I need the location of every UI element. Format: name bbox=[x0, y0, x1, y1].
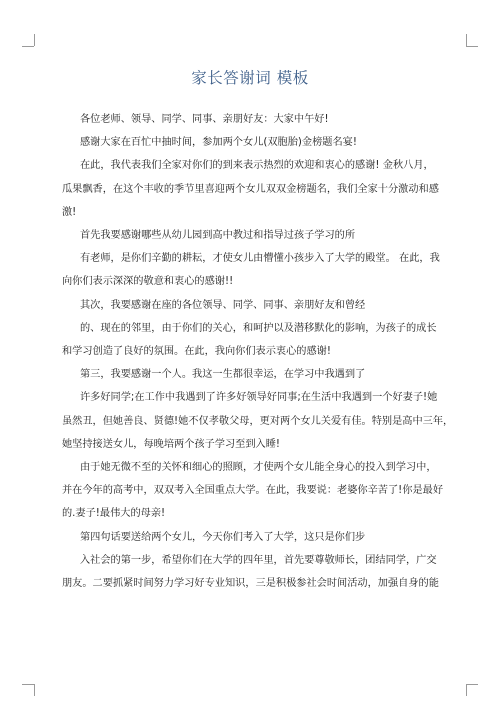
text-line: 并在今年的高考中，双双考入全国重点大学。在此，我要说：老婆你辛苦了!你是最好 bbox=[62, 485, 444, 497]
document-body bbox=[62, 108, 454, 595]
text-line: 她坚持接送女儿，每晚培两个孩子学习至到入睡! bbox=[62, 438, 281, 450]
text-line: 瓜果飘香，在这个丰收的季节里喜迎两个女儿双双金榜题名，我们全家十分激动和感 bbox=[62, 183, 439, 195]
text-line: 许多好同学;在工作中我遇到了许多好领导好同事;在生活中我遇到一个好妻子!她 bbox=[80, 392, 438, 404]
text-line: 第三，我要感谢一个人。我这一生都很幸运，在学习中我遇到了 bbox=[80, 369, 366, 381]
document-title: 家长答谢词 模板 bbox=[191, 69, 309, 87]
text-line: 虽然丑，但她善良、贤德!她不仅孝敬父母，更对两个女儿关爱有佳。特别是高中三年， bbox=[62, 415, 454, 427]
text-line: 各位老师、领导、同学、同事、亲朋好友：大家中午好! bbox=[80, 114, 329, 125]
text-line: 朋友。二要抓紧时间努力学习好专业知识，三是积极参社会时间活动，加强自身的能 bbox=[62, 578, 439, 590]
text-line: 感谢大家在百忙中抽时间，参加两个女儿(双胞胎)金榜题名宴! bbox=[80, 137, 357, 149]
text-line: 其次，我要感谢在座的各位领导、同学、同事、亲朋好友和曾经 bbox=[80, 299, 366, 311]
text-line: 向你们表示深深的敬意和衷心的感谢!! bbox=[62, 276, 234, 288]
text-line: 的.妻子!最伟大的母亲! bbox=[62, 508, 166, 520]
text-line: 第四句话要送给两个女儿，今天你们考入了大学，这只是你们步 bbox=[80, 531, 366, 543]
text-line: 的、现在的邻里，由于你们的关心，和呵护以及潜移默化的影响，为孩子的成长 bbox=[80, 322, 437, 334]
text-line: 入社会的第一步，希望你们在大学的四年里，首先要尊敬师长，团结同学，广交 bbox=[80, 554, 437, 566]
text-line: 首先我要感谢哪些从幼儿园到高中教过和指导过孩子学习的所 bbox=[80, 230, 356, 242]
text-line: 和学习创造了良好的氛围。在此，我向你们表示衷心的感谢! bbox=[62, 346, 331, 358]
text-line: 在此，我代表我们全家对你们的到来表示热烈的欢迎和衷心的感谢! 金秋八月， bbox=[80, 160, 434, 172]
text-line: 有老师，是你们辛勤的耕耘，才使女儿由懵懂小孩步入了大学的殿堂。 在此，我 bbox=[80, 253, 440, 265]
text-line: 激! bbox=[62, 206, 77, 218]
text-line: 由于她无微不至的关怀和细心的照顾，才使两个女儿能全身心的投入到学习中， bbox=[80, 462, 437, 474]
